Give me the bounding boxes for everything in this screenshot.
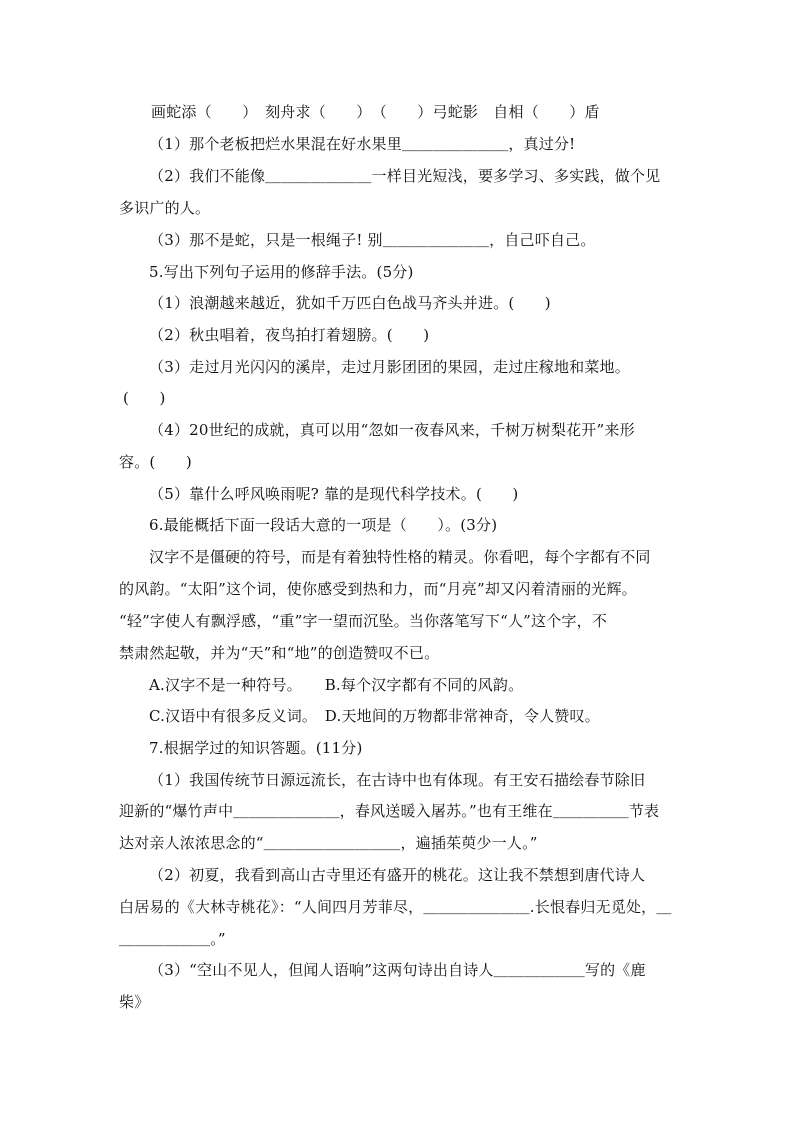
passage-line-2: 的风韵。“太阳”这个词，使你感受到热和力，而“月亮”却又闪着清丽的光辉。 xyxy=(119,580,637,598)
question-4-3: （3）那不是蛇，只是一根绳子! 别＿＿＿＿＿＿＿，自己吓自己。 xyxy=(149,231,596,249)
question-7-1-cont-a: 迎新的“爆竹声中＿＿＿＿＿＿＿，春风送暖入屠苏。”也有王维在＿＿＿＿＿节表 xyxy=(119,802,660,820)
options-cd: C.汉语中有很多反义词。 D.天地间的万物都非常神奇，令人赞叹。 xyxy=(149,707,600,725)
question-7-1: （1）我国传统节日源远流长，在古诗中也有体现。有王安石描绘春节除旧 xyxy=(149,771,646,789)
passage-line-4: 禁肃然起敬，并为“天”和“地”的创造赞叹不已。 xyxy=(119,644,440,662)
passage-line-3: “轻”字使人有飘浮感，“重”字一望而沉坠。当你落笔写下“人”这个字，不 xyxy=(119,612,608,630)
idiom-blanks-line: 画蛇添（ ） 刻舟求（ ） （ ）弓蛇影 自相（ ）盾 xyxy=(151,103,600,121)
question-7-1-cont-b: 达对亲人浓浓思念的“＿＿＿＿＿＿＿＿＿，遍插茱萸少一人。” xyxy=(119,834,538,852)
question-4-2: （2）我们不能像＿＿＿＿＿＿＿一样目光短浅，要多学习、多实践，做个见 xyxy=(149,167,661,185)
question-4-1: （1）那个老板把烂水果混在好水果里＿＿＿＿＿＿＿，真过分! xyxy=(149,135,576,153)
question-5-2: （2）秋虫唱着，夜鸟拍打着翅膀。( ) xyxy=(149,326,430,344)
question-5-1: （1）浪潮越来越近，犹如千万匹白色战马齐头并进。( ) xyxy=(149,294,551,312)
question-5-4-cont: 容。( ) xyxy=(119,453,192,471)
question-7-2: （2）初夏，我看到高山古寺里还有盛开的桃花。这让我不禁想到唐代诗人 xyxy=(149,866,646,884)
question-5-heading: 5.写出下列句子运用的修辞手法。(5分) xyxy=(149,263,414,281)
question-5-4: （4）20世纪的成就，真可以用“忽如一夜春风来，千树万树梨花开”来形 xyxy=(149,421,635,439)
question-7-3: （3）“空山不见人，但闻人语响”这两句诗出自诗人＿＿＿＿＿＿写的《鹿 xyxy=(149,961,646,979)
question-4-2-cont: 多识广的人。 xyxy=(119,199,211,217)
question-7-heading: 7.根据学过的知识答题。(11分) xyxy=(149,739,363,757)
question-5-3: （3）走过月光闪闪的溪岸，走过月影团团的果园，走过庄稼地和菜地。 xyxy=(149,358,630,376)
question-7-2-cont-a: 白居易的《大林寺桃花》：“人间四月芳菲尽，＿＿＿＿＿＿＿.长恨春归无觅处，＿ xyxy=(119,898,672,916)
question-6-heading: 6.最能概括下面一段话大意的一项是（ ）。(3分) xyxy=(149,516,498,534)
question-7-3-cont: 柴》 xyxy=(119,993,150,1011)
passage-line-1: 汉字不是僵硬的符号，而是有着独特性格的精灵。你看吧，每个字都有不同 xyxy=(149,548,651,566)
options-ab: A.汉字不是一种符号。 B.每个汉字都有不同的风韵。 xyxy=(149,676,524,694)
question-5-5: （5）靠什么呼风唤雨呢? 靠的是现代科学技术。( ) xyxy=(149,485,519,503)
question-5-3-cont: ( ) xyxy=(123,389,166,407)
question-7-2-cont-b: ＿＿＿＿＿＿。” xyxy=(119,930,226,948)
